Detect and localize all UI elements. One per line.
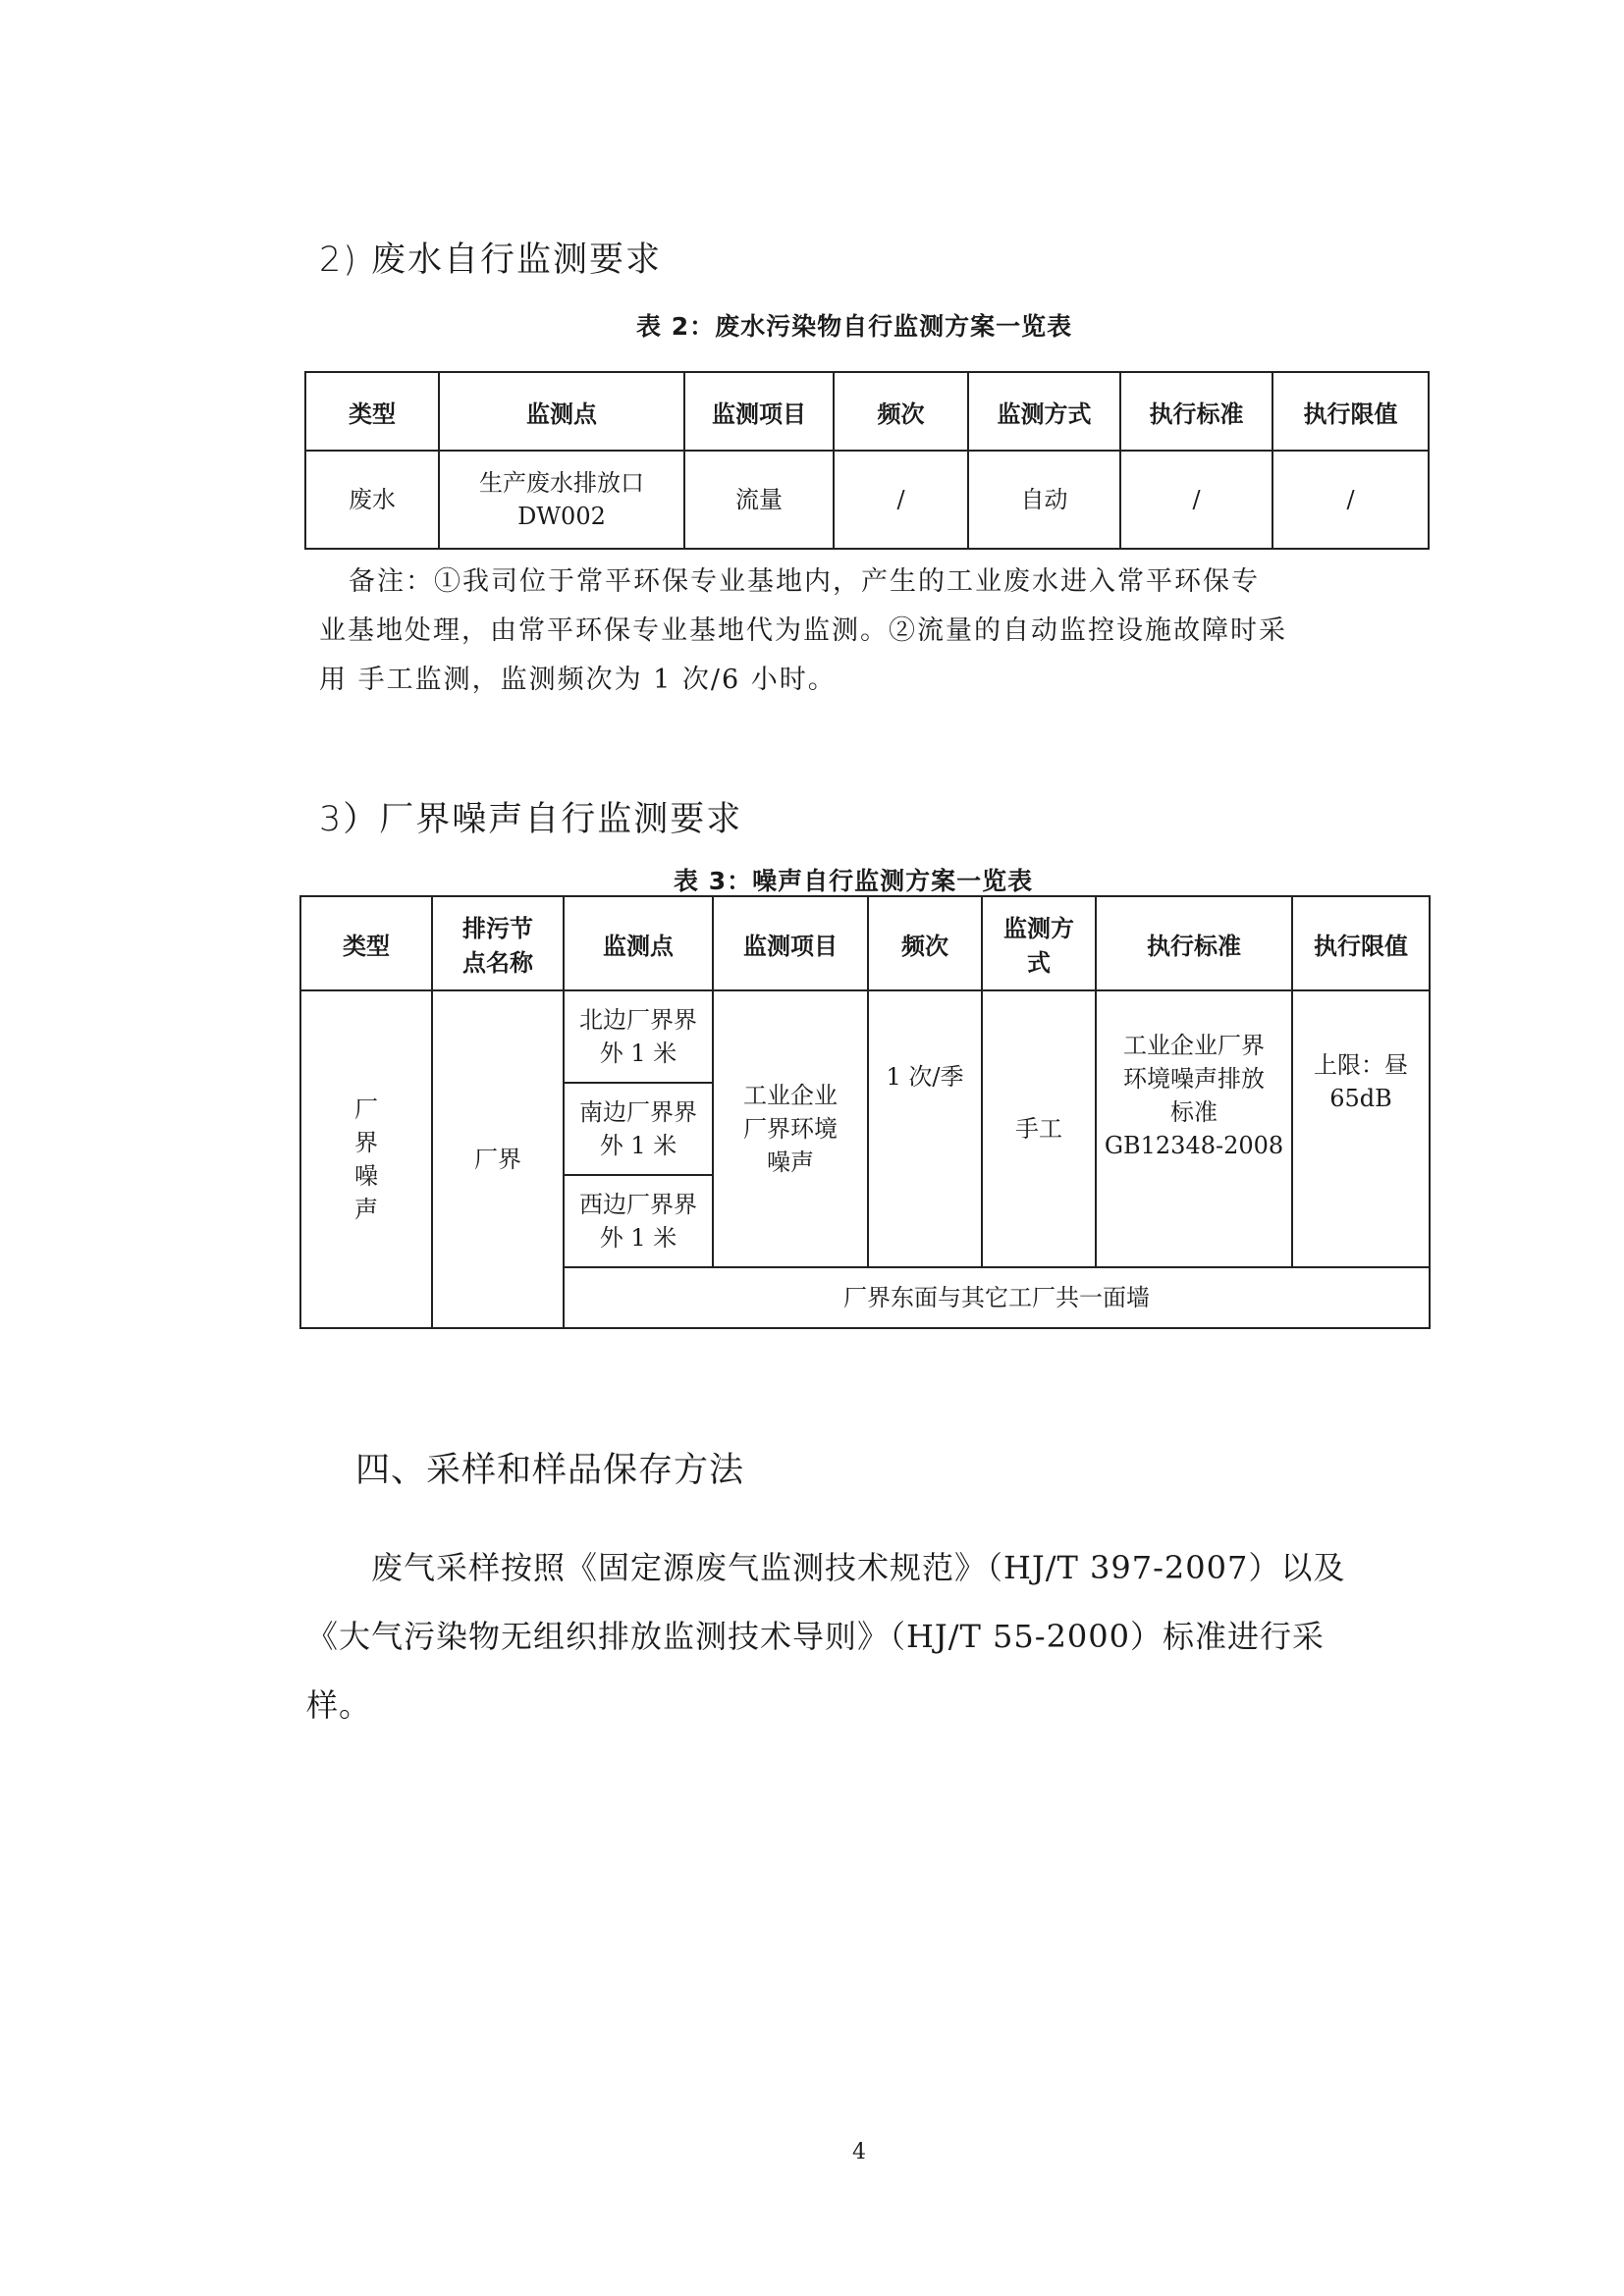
noise-table-caption: 表 3：噪声自行监测方案一览表 (674, 867, 1034, 895)
point-line1: 南边厂界界 (579, 1098, 697, 1126)
noise-header-row (300, 896, 1430, 990)
header-frequency: 频次 (834, 372, 968, 451)
point-line2: 外 1 米 (599, 1040, 677, 1067)
cell-limit (1292, 990, 1430, 1267)
limit-line2: 65dB (1329, 1085, 1392, 1112)
point-line2: 外 1 米 (599, 1224, 677, 1252)
header-standard: 执行标准 (1096, 896, 1292, 990)
type-char: 声 (354, 1196, 378, 1223)
section4-heading: 四、采样和样品保存方法 (355, 1451, 745, 1490)
cell-point (564, 1175, 713, 1267)
cell-node: 厂界 (432, 990, 564, 1328)
header-method-line2: 式 (1027, 949, 1051, 977)
cell-standard: / (1120, 451, 1272, 549)
standard-line2: 环境噪声排放 (1123, 1065, 1265, 1093)
cell-type (300, 990, 432, 1328)
cell-east-note: 厂界东面与其它工厂共一面墙 (564, 1267, 1430, 1328)
point-line1: 北边厂界界 (579, 1006, 697, 1034)
cell-frequency: 1 次/季 (868, 990, 982, 1267)
type-char: 厂 (354, 1095, 378, 1123)
cell-frequency: / (834, 451, 968, 549)
table-row (305, 451, 1429, 549)
standard-line4: GB12348-2008 (1104, 1132, 1284, 1159)
header-type: 类型 (305, 372, 439, 451)
standard-line1: 工业企业厂界 (1123, 1032, 1265, 1059)
standard-line3: 标准 (1170, 1098, 1218, 1126)
wastewater-note-line2: 业基地处理，由常平环保专业基地代为监测。②流量的自动监控设施故障时采 (319, 615, 1287, 646)
cell-type: 废水 (305, 451, 439, 549)
header-limit: 执行限值 (1272, 372, 1429, 451)
page-number: 4 (852, 2140, 866, 2164)
type-char: 界 (354, 1129, 378, 1156)
cell-item (713, 990, 868, 1267)
header-point: 监测点 (439, 372, 684, 451)
header-method: 监测方式 (968, 372, 1120, 451)
table-row (300, 990, 1430, 1083)
section4-para-line1: 废气采样按照《固定源废气监测技术规范》（HJ/T 397-2007）以及 (371, 1549, 1346, 1586)
noise-heading: 3）厂界噪声自行监测要求 (319, 800, 743, 839)
cell-item: 流量 (684, 451, 834, 549)
header-type: 类型 (300, 896, 432, 990)
item-line1: 工业企业 (743, 1082, 838, 1109)
noise-table (299, 895, 1431, 1329)
wastewater-header-row (305, 372, 1429, 451)
cell-method: 自动 (968, 451, 1120, 549)
cell-point (564, 1083, 713, 1175)
item-line3: 噪声 (767, 1148, 814, 1176)
wastewater-table (304, 371, 1430, 550)
header-node (432, 896, 564, 990)
limit-line1: 上限：昼 (1314, 1051, 1408, 1079)
header-standard: 执行标准 (1120, 372, 1272, 451)
cell-limit: / (1272, 451, 1429, 549)
cell-point-line1: 生产废水排放口 (479, 469, 644, 497)
section4-para-line2: 《大气污染物无组织排放监测技术导则》（HJ/T 55-2000）标准进行采 (306, 1618, 1326, 1655)
wastewater-note-line1: 备注：①我司位于常平环保专业基地内，产生的工业废水进入常平环保专 (349, 566, 1260, 597)
header-method (982, 896, 1096, 990)
header-limit: 执行限值 (1292, 896, 1430, 990)
cell-standard (1096, 990, 1292, 1267)
wastewater-note-line3: 用 手工监测，监测频次为 1 次/6 小时。 (319, 665, 837, 695)
header-node-line1: 排污节 (462, 915, 533, 942)
point-line1: 西边厂界界 (579, 1191, 697, 1218)
header-item: 监测项目 (684, 372, 834, 451)
section4-para-line3: 样。 (306, 1686, 372, 1724)
type-char: 噪 (354, 1162, 378, 1190)
header-method-line1: 监测方 (1003, 915, 1074, 942)
header-node-line2: 点名称 (462, 949, 533, 977)
cell-point (564, 990, 713, 1083)
cell-point-line2: DW002 (517, 503, 606, 530)
point-line2: 外 1 米 (599, 1132, 677, 1159)
cell-method: 手工 (982, 990, 1096, 1267)
header-item: 监测项目 (713, 896, 868, 990)
wastewater-table-caption: 表 2：废水污染物自行监测方案一览表 (636, 312, 1073, 341)
header-point: 监测点 (564, 896, 713, 990)
cell-point (439, 451, 684, 549)
item-line2: 厂界环境 (743, 1115, 838, 1143)
header-frequency: 频次 (868, 896, 982, 990)
wastewater-heading: 2) 废水自行监测要求 (319, 240, 663, 280)
